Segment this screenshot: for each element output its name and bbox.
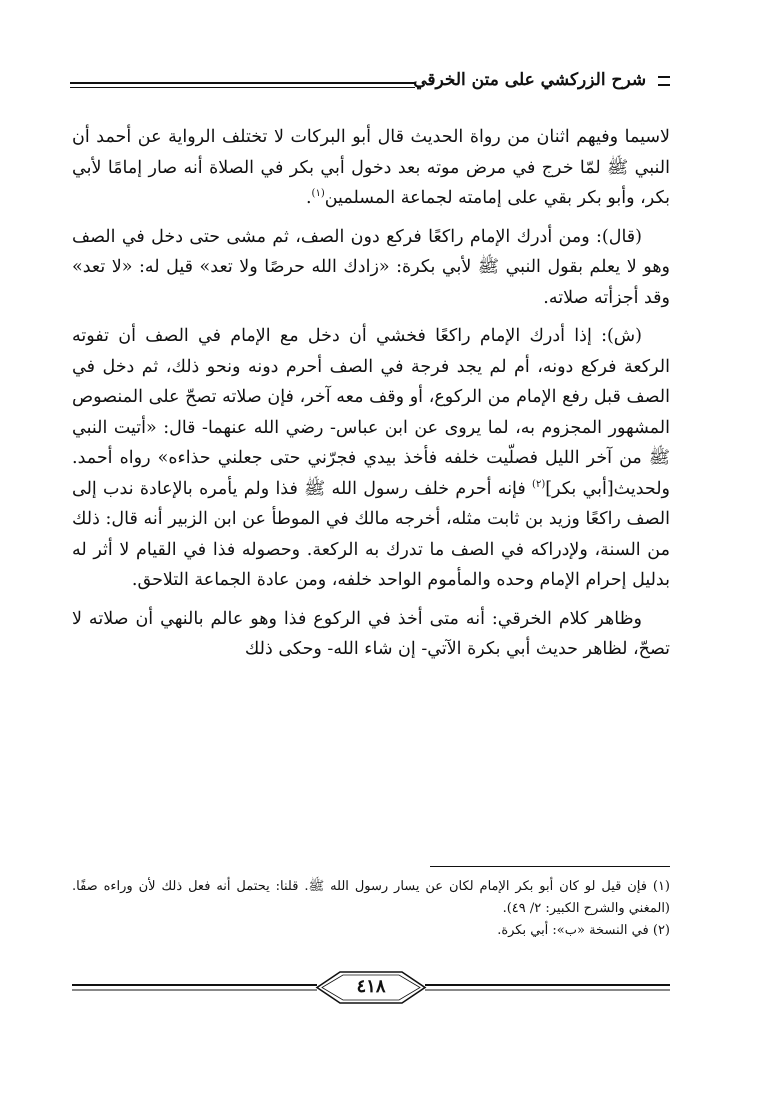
footnotes [72, 876, 670, 942]
paragraph-3 [72, 321, 670, 596]
page-number-ornament [72, 968, 670, 1008]
paragraph-3-text: (ش): إذا أدرك الإمام راكعًا فخشي أن دخل مع الإمام في الصف أن تفوته الركعة فركع دونه، أم لم يجد فرجة في الصف أحرم دونه ونحو ذلك، ثم دخل في الصف قبل رفع الإمام من الركوع، أو وقف معه آخر، فإن صلاته تصحّ على المنصوص المشهور المجزوم به، لما يروى عن ابن عباس- رضي الله عنهما- قال: «أتيت النبي ﷺ من آخر الليل فصلّيت خلفه فأخذ بيدي فجرّني حتى جعلني حذاءه» رواه أحمد. ولحديث[أبي بكر] [72, 326, 670, 499]
paragraph-3-tail: فإنه أحرم خلف رسول الله ﷺ فذا ولم يأمره بالإعادة ندب إلى الصف راكعًا وزيد بن ثابت مثله، أخرجه مالك في الموطأ عن ابن الزبير أنه قال: ذلك من السنة، ولإدراكه في الصف ما تدرك به الركعة. وحصوله فذا في القيام لا أثر له بدليل إحرام الإمام وحده والمأموم الواحد خلفه، ومن عادة الجماعة التلاحق. [72, 478, 670, 590]
running-header [70, 70, 670, 102]
footnote-2: (٢) في النسخة «ب»: أبي بكرة. [497, 923, 670, 938]
paragraph-1-tail: . [305, 188, 312, 208]
footnote-1: (١) فإن قيل لو كان أبو بكر الإمام لكان عن يسار رسول الله ﷺ. قلنا: يحتمل أنه فعل ذلك لأن وراءه صفًا. (المغني والشرح الكبير: ٢/ ٤٩). [72, 879, 670, 916]
footnote-separator [430, 866, 670, 867]
paragraph-4 [72, 604, 670, 665]
footnote-ref-2: (٢) [532, 478, 546, 490]
header-title: شرح الزركشي على متن الخرقي [413, 70, 647, 90]
paragraph-1 [72, 122, 670, 214]
paragraph-2-text: (قال): ومن أدرك الإمام راكعًا فركع دون الصف، ثم مشى حتى دخل في الصف وهو لا يعلم بقول النبي ﷺ لأبي بكرة: «زادك الله حرصًا ولا تعد» قيل له: «لا تعد» وقد أجزأته صلاته. [72, 226, 670, 308]
header-title-wrap [413, 70, 670, 90]
paragraph-1-text: لاسيما وفيهم اثنان من رواة الحديث قال أبو البركات لا تختلف الرواية عن أحمد أن النبي ﷺ لمّا خرج في مرض موته بعد دخول أبي بكر في الصلاة أنه صار إمامًا لأبي بكر، وأبو بكر بقي على إمامته لجماعة المسلمين [72, 127, 670, 208]
page-number: ٤١٨ [356, 976, 386, 997]
body-text [72, 122, 670, 673]
footnote-ref-1: (١) [311, 188, 325, 200]
paragraph-2 [72, 222, 670, 314]
paragraph-4-text: وظاهر كلام الخرقي: أنه متى أخذ في الركوع فذا وهو عالم بالنهي أن صلاته لا تصحّ، لظاهر حديث أبي بكرة الآتي- إن شاء الله- وحكى ذلك [72, 608, 670, 659]
header-rule [70, 82, 415, 88]
header-dash-ornament [658, 76, 670, 86]
